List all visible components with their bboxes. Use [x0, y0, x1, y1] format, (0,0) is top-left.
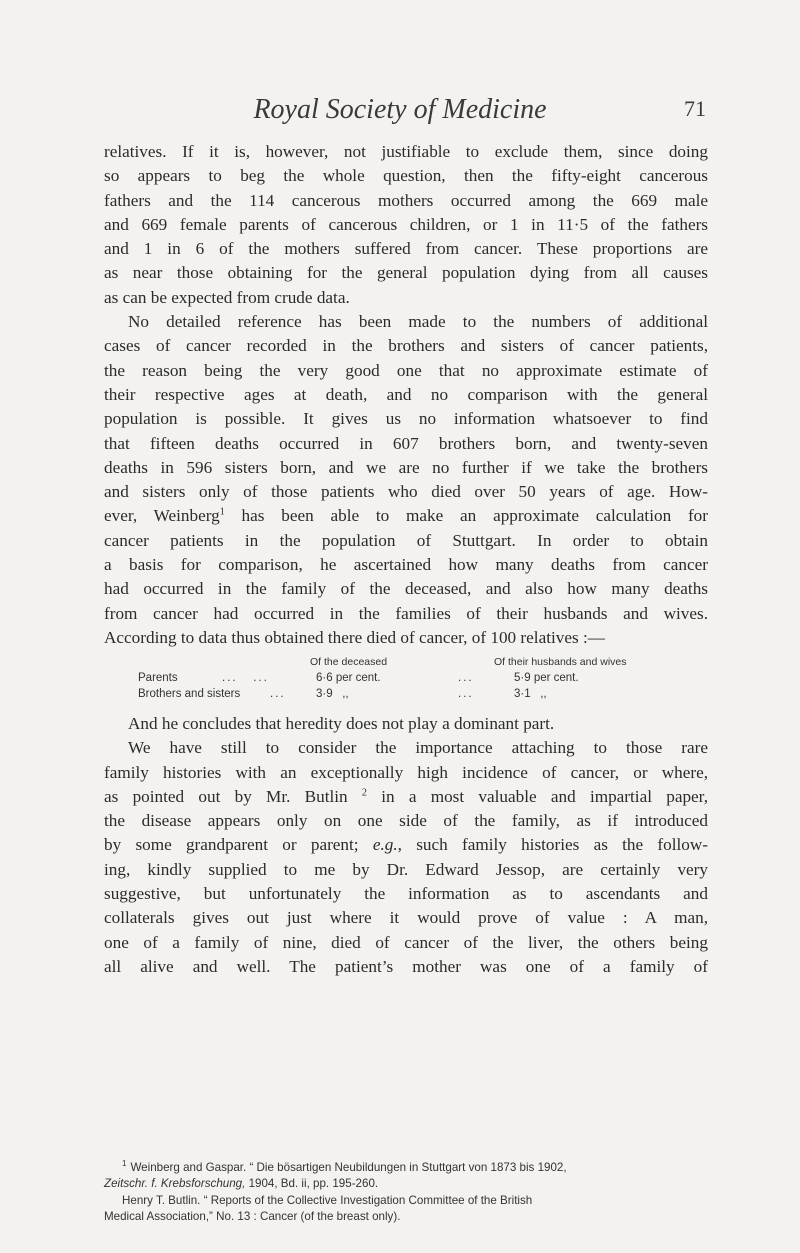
text-line: that fifteen deaths occurred in 607 brothers born, and twenty-seven [104, 433, 708, 453]
text-line: as near those obtaining for the general population dying from all causes [104, 263, 708, 283]
footnote-2: Henry T. Butlin. “ Reports of the Collective Investigation Committee of the British [122, 1193, 533, 1207]
footnote-1 [104, 1156, 708, 1176]
footnote-journal: Zeitschr. f. Krebsforschung, [104, 1177, 246, 1191]
paragraph-2 [104, 310, 708, 650]
table-row [138, 672, 678, 688]
footnote-text: 1904, Bd. ii, pp. 195-260. [248, 1177, 379, 1191]
text-line: and 669 female parents of cancerous children, or 1 in 11·5 of the fathers [104, 214, 708, 234]
footnote-1-continued [104, 1176, 708, 1193]
table-row [138, 688, 678, 704]
text-segment: in a most valuable and impartial paper, [381, 786, 709, 806]
table-header-row [138, 656, 678, 672]
cell-deceased: 3·9 ,, [316, 688, 349, 700]
text-line: as can be expected from crude data. [104, 287, 350, 307]
text-line: one of a family of nine, died of cancer of the liver, the others being [104, 932, 708, 952]
text-line: collaterals gives out just where it would prove of value : A man, [104, 908, 708, 928]
text-line: and sisters only of those patients who died over 50 years of age. How- [104, 482, 708, 502]
text-line: the reason being the very good one that no approximate estimate of [104, 360, 708, 380]
text-line: We have still to consider the importance attaching to those rare [128, 738, 708, 758]
text-line: and 1 in 6 of the mothers suffered from cancer. These proportions are [104, 239, 708, 259]
row-label: Parents [138, 672, 178, 684]
paragraph-1 [104, 140, 708, 310]
text-line: family histories with an exceptionally high incidence of cancer, or where, [104, 762, 708, 782]
footnote-text: Weinberg and Gaspar. “ Die bösartigen Neubildungen in Stuttgart von 1873 bis 1902, [130, 1160, 567, 1174]
leader-dots: ... [270, 688, 286, 700]
running-head [0, 94, 800, 134]
text-segment-italic: e.g., [372, 835, 402, 855]
footnote-2-continued: Medical Association,” No. 13 : Cancer (of the breast only). [104, 1210, 401, 1224]
text-segment: ever, Weinberg [104, 506, 220, 526]
text-line: their respective ages at death, and no comparison with the general [104, 384, 708, 404]
leader-dots: ... ... [222, 672, 269, 684]
text-line: cases of cancer recorded in the brothers and sisters of cancer patients, [104, 336, 708, 356]
body-text-lower [104, 712, 708, 979]
footnote-ref-2: 2 [361, 787, 367, 799]
body-text-upper [104, 140, 708, 650]
footnotes [104, 1156, 708, 1226]
cell-spouses: 3·1 ,, [514, 688, 547, 700]
column-header-deceased: Of the deceased [310, 656, 388, 668]
footnote-ref-1: 1 [219, 506, 225, 518]
text-segment: has been able to make an approximate calculation for [241, 506, 708, 526]
text-segment: by some grandparent or parent; [104, 835, 359, 855]
text-line: According to data thus obtained there died of cancer, of 100 relatives :— [104, 627, 605, 647]
text-line [104, 504, 708, 528]
text-line [104, 785, 708, 809]
cell-deceased: 6·6 per cent. [316, 672, 381, 684]
column-header-spouses: Of their husbands and wives [494, 656, 627, 668]
text-line: relatives. If it is, however, not justifiable to exclude them, since doing [104, 142, 708, 161]
footnote-number: 1 [122, 1159, 127, 1168]
page-number: 71 [684, 96, 706, 121]
text-line: ing, kindly supplied to me by Dr. Edward Jessop, are certainly very [104, 859, 708, 879]
text-line: had occurred in the family of the deceased, and also how many deaths [104, 579, 708, 599]
text-segment: as pointed out by Mr. Butlin [104, 786, 348, 806]
leader-dots: ... [458, 688, 474, 700]
text-line: cancer patients in the population of Stuttgart. In order to obtain [104, 530, 708, 550]
text-line: No detailed reference has been made to the numbers of additional [128, 312, 708, 332]
text-line [104, 833, 708, 857]
row-label: Brothers and sisters [138, 688, 241, 700]
statistics-table [138, 656, 678, 704]
leader-dots: ... [458, 672, 474, 684]
text-line: all alive and well. The patient’s mother was one of a family of [104, 956, 708, 976]
text-line: suggestive, but unfortunately the information as to ascendants and [104, 884, 708, 904]
paragraph-3 [104, 712, 708, 979]
text-line: from cancer had occurred in the families of their husbands and wives. [104, 603, 708, 623]
text-line: population is possible. It gives us no information whatsoever to find [104, 409, 708, 429]
text-line: fathers and the 114 cancerous mothers occurred among the 669 male [104, 190, 708, 210]
text-line: so appears to beg the whole question, then the fifty-eight cancerous [104, 166, 708, 186]
text-line: a basis for comparison, he ascertained how many deaths from cancer [104, 555, 708, 575]
text-segment: such family histories as the follow- [416, 835, 708, 855]
text-line: deaths in 596 sisters born, and we are no further if we take the brothers [104, 457, 708, 477]
cell-spouses: 5·9 per cent. [514, 672, 579, 684]
text-line: And he concludes that heredity does not play a dominant part. [128, 714, 555, 733]
running-title: Royal Society of Medicine [253, 94, 547, 125]
text-line: the disease appears only on one side of the family, as if introduced [104, 811, 708, 831]
